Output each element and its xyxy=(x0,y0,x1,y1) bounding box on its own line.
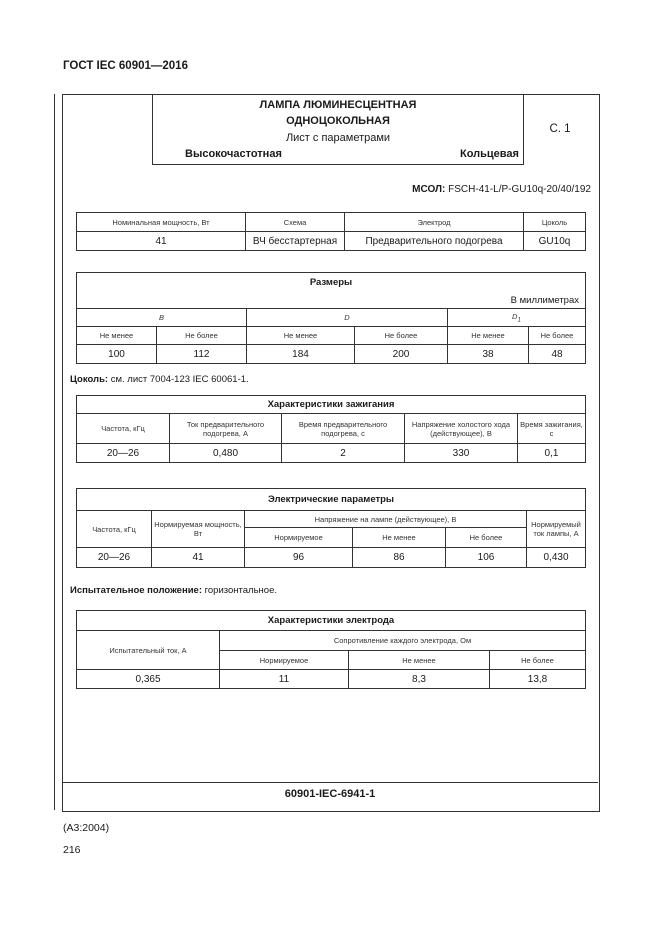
el-v-4: 106 xyxy=(446,548,527,568)
mcol-label: МСОЛ: xyxy=(412,184,446,195)
el-h-power: Нормируемая мощность, Вт xyxy=(152,511,245,548)
test-position-note: Испытательное положение: горизонтальное. xyxy=(70,585,278,596)
ign-v-0: 20—26 xyxy=(77,444,170,463)
td-scheme: ВЧ бесстартерная xyxy=(246,232,345,251)
electrode-table xyxy=(76,610,586,689)
ign-h-3: Напряжение холостого хода (действующее), В xyxy=(405,414,518,444)
cap-note: Цоколь: см. лист 7004-123 IEC 60061-1. xyxy=(70,374,249,385)
dim-group-b: B xyxy=(77,309,247,327)
el-v-1: 41 xyxy=(152,548,245,568)
ign-h-0: Частота, кГц xyxy=(77,414,170,444)
ed-sub-0: Нормируемое xyxy=(220,651,349,670)
td-power: 41 xyxy=(77,232,246,251)
title-line-2: ОДНОЦОКОЛЬНАЯ xyxy=(286,115,390,127)
td-cap: GU10q xyxy=(524,232,586,251)
el-sub-0: Нормируемое xyxy=(245,528,353,548)
electrical-table xyxy=(76,488,586,568)
el-h-freq: Частота, кГц xyxy=(77,511,152,548)
ign-h-1: Ток предварительного подогрева, А xyxy=(170,414,282,444)
title-line-1: ЛАМПА ЛЮМИНЕСЦЕНТНАЯ xyxy=(259,99,417,111)
ign-v-1: 0,480 xyxy=(170,444,282,463)
margin-line xyxy=(54,94,55,810)
ign-v-3: 330 xyxy=(405,444,518,463)
el-v-2: 96 xyxy=(245,548,353,568)
ed-sub-2: Не более xyxy=(490,651,586,670)
sub-right-label: Кольцевая xyxy=(460,148,519,160)
ignition-table xyxy=(76,395,586,463)
page-number: 216 xyxy=(63,844,81,856)
electrical-title: Электрические параметры xyxy=(77,489,586,511)
el-h-current: Нормируемый ток лампы, А xyxy=(527,511,586,548)
dimensions-title: Размеры xyxy=(77,273,586,293)
footer-divider xyxy=(62,782,598,783)
dim-sub-5: Не более xyxy=(529,327,586,345)
ed-v-3: 13,8 xyxy=(490,670,586,689)
ed-h-res: Сопротивление каждого электрода, Ом xyxy=(220,631,586,651)
dim-val-5: 48 xyxy=(529,345,586,364)
mcol-designation xyxy=(412,184,591,195)
ign-v-4: 0,1 xyxy=(518,444,586,463)
dim-sub-1: Не более xyxy=(157,327,247,345)
el-v-5: 0,430 xyxy=(527,548,586,568)
ed-sub-1: Не менее xyxy=(349,651,490,670)
sheet-code: 60901-IEC-6941-1 xyxy=(284,788,376,800)
subtitle: Лист с параметрами xyxy=(285,132,391,144)
ed-v-0: 0,365 xyxy=(77,670,220,689)
dim-val-0: 100 xyxy=(77,345,157,364)
ed-v-1: 11 xyxy=(220,670,349,689)
dimensions-unit: В миллиметрах xyxy=(77,293,586,309)
dim-val-2: 184 xyxy=(247,345,355,364)
ignition-title: Характеристики зажигания xyxy=(77,396,586,414)
dimensions-table xyxy=(76,272,586,364)
dim-sub-3: Не более xyxy=(355,327,448,345)
ed-h-test: Испытательный ток, А xyxy=(77,631,220,670)
sub-left-label: Высокочастотная xyxy=(185,148,282,160)
document-id: ГОСТ IEC 60901—2016 xyxy=(63,60,188,72)
sheet-page: С. 1 xyxy=(549,123,571,135)
el-v-0: 20—26 xyxy=(77,548,152,568)
dim-val-1: 112 xyxy=(157,345,247,364)
electrode-title: Характеристики электрода xyxy=(77,611,586,631)
dim-sub-4: Не менее xyxy=(448,327,529,345)
dim-val-3: 200 xyxy=(355,345,448,364)
td-electrode: Предварительного подогрева xyxy=(345,232,524,251)
mcol-value: FSCH-41-L/P-GU10q-20/40/192 xyxy=(448,184,591,195)
ign-v-2: 2 xyxy=(282,444,405,463)
dim-val-4: 38 xyxy=(448,345,529,364)
el-sub-2: Не более xyxy=(446,528,527,548)
ed-v-2: 8,3 xyxy=(349,670,490,689)
ign-h-2: Время предварительного подогрева, с xyxy=(282,414,405,444)
dim-sub-0: Не менее xyxy=(77,327,157,345)
dim-group-d1: $D_1$ xyxy=(448,309,586,327)
ign-h-4: Время зажигания, с xyxy=(518,414,586,444)
th-electrode: Электрод xyxy=(345,213,524,232)
el-v-3: 86 xyxy=(353,548,446,568)
th-scheme: Схема xyxy=(246,213,345,232)
el-h-voltage: Напряжение на лампе (действующее), В xyxy=(245,511,527,528)
el-sub-1: Не менее xyxy=(353,528,446,548)
th-cap: Цоколь xyxy=(524,213,586,232)
general-table xyxy=(76,212,586,251)
th-power: Номинальная мощность, Вт xyxy=(77,213,246,232)
amendment-note: (А3:2004) xyxy=(63,822,110,834)
dim-group-d: D xyxy=(247,309,448,327)
dim-sub-2: Не менее xyxy=(247,327,355,345)
